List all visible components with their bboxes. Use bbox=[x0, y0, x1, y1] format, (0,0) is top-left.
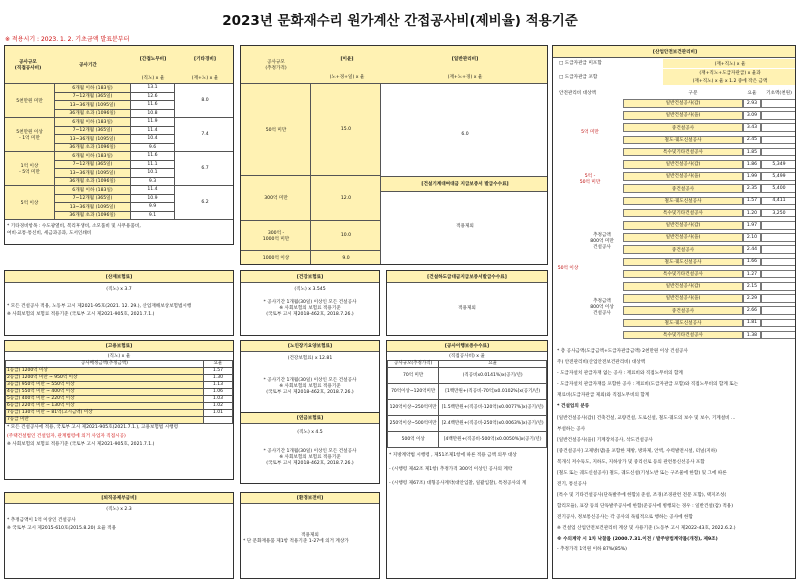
retirement-title: [퇴직공제부금비] bbox=[5, 493, 233, 504]
table-row bbox=[388, 432, 547, 448]
scale-cell: 50억 미만 bbox=[241, 84, 311, 176]
rate-cell: 1.01 bbox=[203, 410, 232, 417]
kind-cell: 일반건설공사(을) bbox=[623, 233, 743, 242]
excl-label: □ 도급자관급 미포함 bbox=[559, 61, 602, 66]
table-row bbox=[6, 389, 233, 396]
rate-cell: 1.57 bbox=[743, 197, 761, 206]
other-rate-cell: 6.2 bbox=[175, 186, 234, 220]
base-cell bbox=[761, 99, 796, 108]
industrial-accident-box bbox=[4, 270, 234, 336]
formula-cell: [4백만원+(직공비-500억)x0.0050%]x(공기/년) bbox=[439, 432, 547, 448]
period-cell: 36개월 초과 (1096일) bbox=[55, 110, 131, 119]
safety-note: 재료비(도급자관급 제외)와 직접노무비의 합계 bbox=[557, 393, 650, 398]
industrial-accident-formula: (직노) x 3.7 bbox=[106, 287, 132, 292]
period-cell: 7~12개월 (365일) bbox=[55, 161, 131, 170]
general-admin-header: [일반관리비] bbox=[451, 57, 479, 62]
equipment-fee-title: [건설기계대여대금 지급보증서 발급수수료] bbox=[381, 176, 548, 192]
base-cell bbox=[761, 294, 796, 303]
indirect-rate-cell: 10.8 bbox=[131, 110, 175, 119]
employment-insurance-title: [고용보험료] bbox=[5, 341, 233, 352]
table-row bbox=[6, 375, 233, 382]
class-line: 전기공사, 정보통신공사는 각 공사의 독립적으로 행하는 공사에 한함 bbox=[557, 515, 693, 520]
page-title: 2023년 문화재수리 원가계산 간접공사비(제비율) 적용기준 bbox=[222, 13, 578, 29]
rate-cell: 1.30 bbox=[203, 375, 232, 382]
kind-cell: 일반건설공사(갑) bbox=[623, 160, 743, 169]
table-row bbox=[6, 417, 233, 424]
performance-note3: - (시행령 제67조) 대형공사계약(대안입찰, 일괄입찰), 특정공사의 계 bbox=[389, 481, 527, 486]
scale-group-label: 5천만원 이상 - 1억 미만 bbox=[5, 118, 55, 152]
scale-cell: 70억 미만 bbox=[388, 368, 439, 384]
class-line: [중건설공사] 고제방(댐)을 포함한 제방, 방파제, 안벽, 수력발전시설, 터널(지하) bbox=[557, 449, 717, 454]
last-note2: - 추정가격 1억원 이하 87%(85%) bbox=[557, 547, 627, 552]
base-cell bbox=[761, 258, 796, 267]
kind-cell: 일반건설공사(을) bbox=[623, 172, 743, 181]
kind-cell: 일반건설공사(을) bbox=[623, 294, 743, 303]
equipment-fee-text: 적용제외 bbox=[456, 224, 474, 229]
employment-rate-table bbox=[5, 360, 233, 424]
performance-guarantee-title: [공사이행보증수수료] bbox=[387, 341, 547, 352]
general-admin-formula: (재+노+경) x 율 bbox=[447, 75, 483, 80]
indirect-rate-cell: 11.4 bbox=[131, 127, 175, 136]
rate-cell: 1.99 bbox=[743, 172, 761, 181]
profit-header: [이윤] bbox=[340, 57, 354, 62]
grade-cell: 1등급) 1200억 이상 bbox=[6, 368, 204, 375]
scale-cell: 120억이상~250억미만 bbox=[388, 400, 439, 416]
other-cost-header: [기타경비] bbox=[194, 57, 216, 62]
kind-cell: 일반건설공사(갑) bbox=[623, 99, 743, 108]
safety-note: * 총 공사금액(도급금액+도급자관급금액) 2천만원 이상 건설공사 bbox=[557, 349, 688, 354]
group-800under: 추정금액 800억 미만 건설공사 bbox=[590, 233, 614, 250]
performance-note2: - (시행령 제42조 제1항) 추정가격 300억 이상인 공사의 계약 bbox=[389, 467, 513, 472]
rate-cell: 3.43 bbox=[743, 123, 761, 132]
incl-formula1: (재+직노+도급자관급) x 율과 bbox=[663, 69, 796, 77]
other-rate-cell: 6.7 bbox=[175, 152, 234, 186]
formula-cell: [1백만원+(직공비-70억)x0.0102%]x(공기/년) bbox=[439, 384, 547, 400]
base-cell bbox=[761, 136, 796, 145]
indirect-rate-cell: 10.9 bbox=[131, 195, 175, 204]
period-cell: 6개월 이하 (183일) bbox=[55, 186, 131, 195]
rate-cell: 2.45 bbox=[743, 136, 761, 145]
safety-health-table bbox=[552, 45, 796, 579]
incl-label: □ 도급자관급 포함 bbox=[559, 75, 598, 80]
grade-cell: 3등급) 950억 미만 ~ 550억 이상 bbox=[6, 382, 204, 389]
class-line: [일반건설공사(갑)] 건축건설, 교량건설, 도로신설, 철도·궤도의 보수 및 보수, 기계설비 ... bbox=[557, 416, 736, 421]
last-note1: ※ 수의계약 시 1차 낙찰률 (2000.7.31.이전 / 발주방법계약률(개정), 제9조) bbox=[557, 537, 718, 542]
other-cost-formula: (재+노) x 율 bbox=[191, 76, 219, 81]
industrial-accident-note1: * 모든 건설공사 적용, 노동부 고시 제2021-95호(2021. 12. 29.), 산업재해보상보험법시행 bbox=[7, 304, 192, 309]
base-cell bbox=[761, 245, 796, 254]
scale-cell: 250억이상~500억미만 bbox=[388, 416, 439, 432]
kind-cell: 중건설공사 bbox=[623, 123, 743, 132]
base-cell bbox=[761, 111, 796, 120]
group-800over: 추정금액 800억 이상 건설공사 bbox=[590, 299, 614, 316]
target-header: 안전관리비 대상액 bbox=[559, 91, 596, 96]
retirement-formula: (직노) x 2.3 bbox=[106, 507, 132, 512]
group-5to50: 5억 - 50억 미만 bbox=[579, 174, 601, 185]
employment-note2: (주택건설법인 건설업자, 관계법령에 의거 사업자 직접시공) bbox=[7, 433, 126, 439]
rate-cell: 1.13 bbox=[203, 382, 232, 389]
kind-header: 구분 bbox=[688, 91, 698, 96]
subcontract-guarantee-title: [건설하도급대금지급보증서발급수수료] bbox=[387, 271, 547, 283]
rate-header: 요율 bbox=[747, 91, 757, 96]
health-insurance-box bbox=[240, 270, 380, 336]
scale-cell: 70억이상~120억미만 bbox=[388, 384, 439, 400]
scale-group-label: 5억 이상 bbox=[5, 186, 55, 220]
profit-rate-cell: 15.0 bbox=[311, 84, 381, 176]
rate-cell: 2.29 bbox=[743, 294, 761, 303]
rate-cell: 1.38 bbox=[743, 331, 761, 340]
profit-rate-cell: 10.0 bbox=[311, 221, 381, 251]
grade-cell: 4등급) 550억 미만 ~ 400억 이상 bbox=[6, 389, 204, 396]
kind-cell: 특수및기타건설공사 bbox=[623, 148, 743, 157]
other-rate-cell: 7.4 bbox=[175, 118, 234, 152]
indirect-rate-cell: 9.9 bbox=[131, 203, 175, 212]
period-cell: 13~36개월 (1095일) bbox=[55, 169, 131, 178]
health-insurance-formula: (직노) x 3.545 bbox=[294, 287, 326, 292]
base-cell bbox=[761, 331, 796, 340]
performance-note1: * 지방계약법 시행령 , 제51조제1항에 따른 적용 금액 의무 대상 bbox=[389, 453, 517, 458]
period-cell: 6개월 이하 (183일) bbox=[55, 84, 131, 93]
grade-cell: 2등급) 1200억 미만 ~ 950억 이상 bbox=[6, 375, 204, 382]
scale-header: 공사규모 (추정가격) bbox=[265, 60, 287, 71]
grade-cell: 7등급) 130억 미만 ~ 81억(고시금액) 이상 bbox=[6, 410, 204, 417]
pension-note3: (국토부 고시 제2018-462호, 2018.7.26.) bbox=[266, 461, 354, 466]
indirect-rate-cell: 10.1 bbox=[131, 169, 175, 178]
grade-cell: 6등급) 220억 미만 ~ 130억 이상 bbox=[6, 403, 204, 410]
scale-header: 공사규모 (직접공사비) bbox=[14, 60, 42, 71]
header-scale: 공사규모(추정가격) bbox=[388, 361, 439, 368]
kind-cell: 일반건설공사(갑) bbox=[623, 221, 743, 230]
period-header: 공사기간 bbox=[79, 63, 97, 68]
indirect-rate-cell: 11.9 bbox=[131, 118, 175, 127]
table-row bbox=[6, 410, 233, 417]
table-row bbox=[388, 416, 547, 432]
table-row bbox=[388, 384, 547, 400]
formula-cell: [2.4백만원+(직공비-250억)x0.0063%]x(공기/년) bbox=[439, 416, 547, 432]
incl-formula2: (재+직노) x 율 x 1.2 중에 작은 금액 bbox=[663, 77, 796, 85]
rate-cell: 2.35 bbox=[743, 184, 761, 193]
scale-cell: 500억 이상 bbox=[388, 432, 439, 448]
rate-cell: 2.66 bbox=[743, 306, 761, 315]
pension-box bbox=[240, 412, 380, 484]
indirect-labor-header: [간접노무비] bbox=[139, 57, 167, 62]
base-cell bbox=[761, 282, 796, 291]
long-term-care-formula: (건강보험료) x 12.81 bbox=[287, 355, 333, 361]
industrial-accident-title: [산재보험료] bbox=[5, 271, 233, 283]
safety-note: - 도급자설치 관급자재를 포함한 공사 : 재료비(도급자관급 포함)와 직접노무비의 합계 또는 bbox=[557, 382, 739, 387]
base-cell: 4,411 bbox=[761, 197, 796, 206]
base-cell: 5,349 bbox=[761, 160, 796, 169]
period-cell: 6개월 이하 (183일) bbox=[55, 152, 131, 161]
profit-rate-cell: 12.0 bbox=[311, 176, 381, 221]
indirect-rate-cell: 11.4 bbox=[131, 186, 175, 195]
rate-cell: 1.27 bbox=[743, 270, 761, 279]
long-term-care-note3: (국토부 고시 제2018-462호, 2018.7.26.) bbox=[266, 390, 354, 395]
other-cost-footnote: * 기타경비항목 : 수도광열비, 복리후생비, 소모품비 및 사무용품비, 여비·교통·통신비, 세금과공과, 도서인쇄비 bbox=[7, 224, 141, 236]
base-cell: 5,400 bbox=[761, 184, 796, 193]
table-row bbox=[6, 382, 233, 389]
employment-insurance-box bbox=[4, 340, 234, 480]
kind-cell: 중건설공사 bbox=[623, 184, 743, 193]
base-cell bbox=[761, 270, 796, 279]
period-cell: 7~12개월 (365일) bbox=[55, 127, 131, 136]
performance-rate-table bbox=[387, 360, 547, 448]
period-cell: 36개월 초과 (1096일) bbox=[55, 178, 131, 187]
indirect-rate-cell: 9.1 bbox=[131, 212, 175, 221]
class-line: [일반건설공사(을)] 기계장치공사, 삭도건설공사 bbox=[557, 438, 653, 443]
period-cell: 36개월 초과 (1096일) bbox=[55, 212, 131, 221]
kind-cell: 철도·궤도신설공사 bbox=[623, 319, 743, 328]
retirement-box bbox=[4, 492, 234, 579]
indirect-rate-cell: 9.3 bbox=[131, 178, 175, 187]
period-cell: 7~12개월 (365일) bbox=[55, 93, 131, 102]
kind-cell: 일반건설공사(갑) bbox=[623, 282, 743, 291]
industrial-accident-note2: ※ 사회보험의 보험료 적용기준 (국토부 고시 제2021-905호, 2021.7.1.) bbox=[7, 312, 155, 317]
scale-cell: 300억 - 1000억 미만 bbox=[241, 221, 311, 251]
long-term-care-title: [노인장기요양보험료] bbox=[241, 341, 379, 352]
subcontract-guarantee-box bbox=[386, 270, 548, 336]
rate-cell: 1.86 bbox=[743, 160, 761, 169]
kind-cell: 중건설공사 bbox=[623, 306, 743, 315]
environment-title: [환경보전비] bbox=[241, 493, 379, 504]
base-cell bbox=[761, 148, 796, 157]
base-cell: 3,250 bbox=[761, 209, 796, 218]
indirect-rate-cell: 11.6 bbox=[131, 101, 175, 110]
header-scale: 공사배정금액(추정금액) bbox=[6, 361, 204, 368]
excl-formula: (재+직노) x 율 bbox=[663, 59, 796, 68]
employment-note1: * 모든 건설공사에 적용, 국토부 고시 제2021-905호(2021.7.1.), 고용보험법 시행령 bbox=[7, 425, 179, 430]
base-cell bbox=[761, 319, 796, 328]
rate-cell: 1.97 bbox=[743, 221, 761, 230]
health-insurance-note1: * 공사기간 1개월(30일) 이상인 모든 건설공사 bbox=[263, 300, 357, 305]
group-under5: 5억 미만 bbox=[581, 130, 599, 135]
retirement-note1: * 추정금액이 1억 이상인 건설공사 bbox=[7, 518, 76, 523]
employment-note3: ※ 사회보험의 보험료 적용기준 (국토부 고시 제2021-905호, 2021.7.1.) bbox=[7, 442, 155, 447]
environment-note: * 단 문화재용품 제1항 적용기준 1-27에 의거 계상가 bbox=[243, 539, 349, 544]
performance-guarantee-box bbox=[386, 340, 548, 579]
pension-note1: * 공사기간 1개월(30일) 이상인 모든 건설공사 bbox=[263, 449, 357, 454]
class-line: ※ 건설업 산업안전보건관리비 계상 및 사용기준 (노동부 고시 제2022-43호, 2022.6.2.) bbox=[557, 526, 736, 531]
class-line: 전기, 통신공사 bbox=[557, 482, 587, 487]
rate-cell: 2.93 bbox=[743, 99, 761, 108]
safety-title: [산업안전보건관리비] bbox=[553, 46, 796, 58]
long-term-care-note2: ※ 사회보험의 보험료 적용기준 bbox=[279, 384, 341, 389]
base-cell bbox=[761, 123, 796, 132]
pension-title: [연금보험료] bbox=[241, 413, 379, 424]
scale-cell: 300억 미만 bbox=[241, 176, 311, 221]
subcontract-guarantee-text: 적용제외 bbox=[458, 306, 476, 311]
formula-cell: (직공비x0.0141%)x(공기/년) bbox=[439, 368, 547, 384]
table-row bbox=[388, 400, 547, 416]
scale-group-label: 5천만원 미만 bbox=[5, 84, 55, 118]
profit-formula: (노+경+일) x 율 bbox=[329, 75, 365, 80]
grade-cell: 5등급) 400억 미만 ~ 220억 이상 bbox=[6, 396, 204, 403]
long-term-care-box bbox=[240, 340, 380, 420]
period-cell: 13~36개월 (1095일) bbox=[55, 203, 131, 212]
long-term-care-note1: * 공사기간 1개월(30일) 이상인 모든 건설공사 bbox=[263, 378, 357, 383]
period-cell: 13~36개월 (1095일) bbox=[55, 135, 131, 144]
rate-cell: 1.02 bbox=[203, 403, 232, 410]
table-row bbox=[6, 368, 233, 375]
indirect-rate-cell: 10.4 bbox=[131, 135, 175, 144]
kind-cell: 특수및기타건설공사 bbox=[623, 270, 743, 279]
group-50plus: 50억 이상 bbox=[557, 266, 579, 271]
rate-cell: 3.09 bbox=[743, 111, 761, 120]
class-line: 합리모듈), 표장 등의 단독발주공사에 한함(준공사에 병행되는 경우 : 일반건설(갑) 적용) bbox=[557, 504, 733, 509]
kind-cell: 중건설공사 bbox=[623, 245, 743, 254]
base-cell bbox=[761, 233, 796, 242]
grade-cell: 7등급 미만 bbox=[6, 417, 204, 424]
table-row bbox=[6, 403, 233, 410]
period-cell: 13~36개월 (1095일) bbox=[55, 101, 131, 110]
indirect-rate-cell: 13.1 bbox=[131, 84, 175, 93]
rate-cell: 1.85 bbox=[743, 148, 761, 157]
period-cell: 6개월 이하 (183일) bbox=[55, 118, 131, 127]
indirect-rate-cell: 12.6 bbox=[131, 93, 175, 102]
profit-rate-cell: 9.0 bbox=[311, 251, 381, 265]
rate-cell: 1.81 bbox=[743, 319, 761, 328]
scale-group-label: 1억 이상 - 5억 미만 bbox=[5, 152, 55, 186]
kind-cell: 철도·궤도신설공사 bbox=[623, 197, 743, 206]
pension-note2: ※ 사회보험의 보험료 적용기준 bbox=[279, 455, 341, 460]
employment-insurance-formula: (직노) x 율 bbox=[107, 354, 131, 359]
period-cell: 36개월 초과 (1096일) bbox=[55, 144, 131, 153]
rate-cell: 2.44 bbox=[743, 245, 761, 254]
rate-cell: 1.57 bbox=[203, 368, 232, 375]
kind-cell: 철도·궤도신설공사 bbox=[623, 136, 743, 145]
formula-cell: [1.5백만원+(직공비-120억)x0.0077%]x(공기/년) bbox=[439, 400, 547, 416]
indirect-rate-cell: 11.6 bbox=[131, 152, 175, 161]
base-header: 기초액(천원) bbox=[766, 91, 792, 96]
safety-note: - 도급자설치 관급자재 없는 공사 : 재료비와 직접노무비의 합계 bbox=[557, 371, 683, 376]
environment-text: 적용제외 bbox=[301, 533, 319, 538]
class-line: 부설하는 공사 bbox=[557, 427, 586, 432]
indirect-labor-formula: (직노) x 율 bbox=[141, 76, 165, 81]
pension-formula: (직노) x 4.5 bbox=[297, 430, 323, 435]
profit-admin-table bbox=[240, 45, 548, 265]
class-line: [철도 또는 궤도신설공사] 철도, 궤도신설(기성노반 또는 구조물에 한함) 및 그에 따른 bbox=[557, 471, 727, 476]
class-line: 복개식 저수둑도, 지하도, 지하상가 및 중리선로 등의 관련통신선공사 포함 bbox=[557, 460, 705, 465]
kind-cell: 철도·궤도신설공사 bbox=[623, 258, 743, 267]
header-rate: 요율 bbox=[203, 361, 232, 368]
kind-cell: 특수및기타건설공사 bbox=[623, 209, 743, 218]
retirement-note2: ※ 국토부 고시 제2015-610호(2015.8.20) 요율 적용 bbox=[7, 526, 117, 531]
health-insurance-note2: ※ 사회보험의 보험료 적용기준 bbox=[279, 306, 341, 311]
table-row bbox=[6, 396, 233, 403]
indirect-rate-cell: 9.6 bbox=[131, 144, 175, 153]
base-cell bbox=[761, 221, 796, 230]
class-line: [특수 및 기타건설공사(단독발주에 한함)] 준설, 조경(조경관련 전문 포함), 택지조성( bbox=[557, 493, 727, 498]
performance-guarantee-formula: (직접공사비) x 율 bbox=[449, 354, 485, 359]
scale-cell: 1000억 이상 bbox=[241, 251, 311, 265]
safety-note: 주) 안전관리비(산업안전보건관리비) 대상액 bbox=[557, 360, 646, 365]
rate-cell: 2.15 bbox=[743, 282, 761, 291]
period-cell: 7~12개월 (365일) bbox=[55, 195, 131, 204]
base-cell: 5,499 bbox=[761, 172, 796, 181]
other-rate-cell: 8.0 bbox=[175, 84, 234, 118]
health-insurance-title: [건강보험료] bbox=[241, 271, 379, 283]
indirect-labor-table bbox=[4, 45, 234, 245]
rate-cell: 2.10 bbox=[743, 233, 761, 242]
rate-cell: 1.06 bbox=[203, 389, 232, 396]
kind-cell: 특수및기타건설공사 bbox=[623, 331, 743, 340]
rate-cell: 1.66 bbox=[743, 258, 761, 267]
header-rate: 요율 bbox=[439, 361, 547, 368]
base-cell bbox=[761, 306, 796, 315]
apply-date-note: ※ 적용시기 : 2023. 1. 2. 기초금액 발표분부터 bbox=[5, 36, 130, 43]
rate-cell bbox=[203, 417, 232, 424]
kind-cell: 일반건설공사(을) bbox=[623, 111, 743, 120]
indirect-rate-cell: 11.1 bbox=[131, 161, 175, 170]
rate-cell: 1.20 bbox=[743, 209, 761, 218]
table-row bbox=[388, 368, 547, 384]
general-admin-rate: 6.0 bbox=[461, 131, 469, 137]
class-title: * 건설업의 분류 bbox=[557, 404, 590, 409]
rate-cell: 1.03 bbox=[203, 396, 232, 403]
environment-box bbox=[240, 492, 380, 579]
health-insurance-note3: (국토부 고시 제2018-462호, 2018.7.26.) bbox=[266, 312, 354, 317]
